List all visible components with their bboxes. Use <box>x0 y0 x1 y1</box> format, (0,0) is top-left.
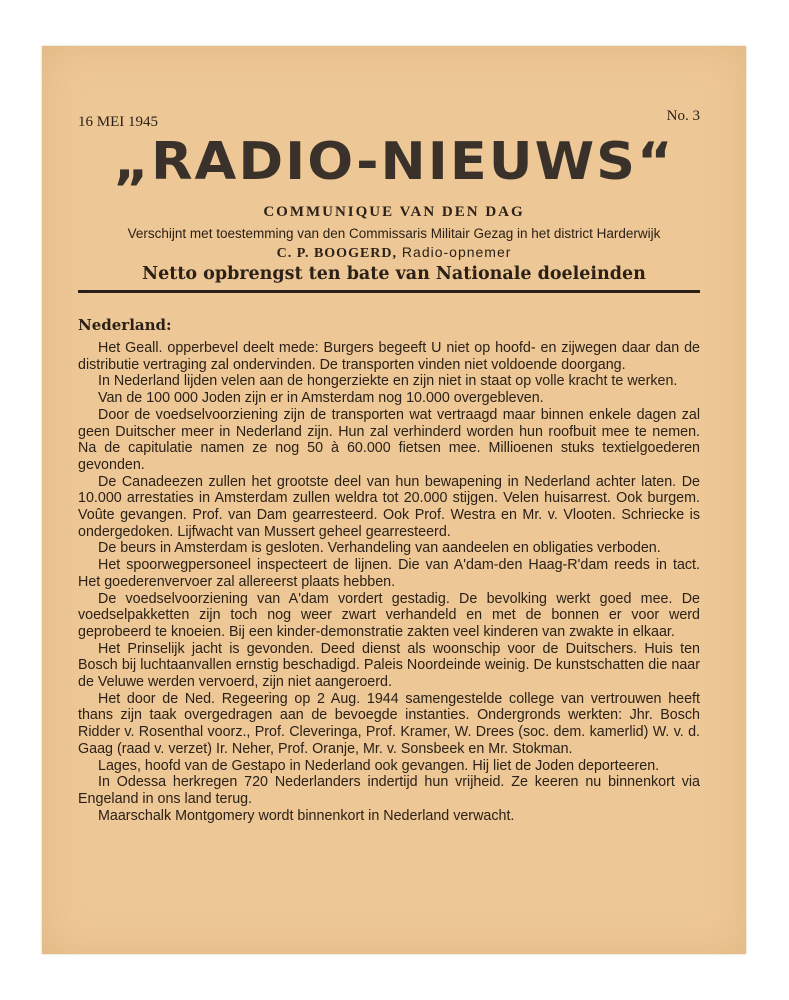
news-paragraph: In Odessa herkregen 720 Nederlanders indertijd hun vrijheid. Ze keeren nu binnenkort via Engeland in ons land terug. <box>78 774 700 807</box>
publisher-name: C. P. BOOGERD, <box>276 246 398 261</box>
news-paragraph: Door de voedselvoorziening zijn de transporten wat vertraagd maar binnen enkele dagen zal geen Duitscher meer in Nederland zijn. Hun zal verhinderd worden hun roofbuit mee te nemen. Na de capitulatie namen ze nog 50 à 60.000 fietsen mee. Millioenen stuks textielgoederen gevonden. <box>78 406 700 473</box>
news-paragraph: Het door de Ned. Regeering op 2 Aug. 1944 samengestelde college van vertrouwen heeft thans zijn taak overgedragen aan de bevoegde instanties. Ondergronds werkten: Jhr. Bosch Ridder v. Rosenthal voorz., Prof. Cleveringa, Prof. Kramer, W. Drees (soc. dem. kamerlid) W. v. d. Gaag (raad v. verzet) Ir. Neher, Prof. Oranje, Mr. v. Sonsbeek en Mr. Stokman. <box>78 690 700 757</box>
news-paragraph: In Nederland lijden velen aan de hongerziekte en zijn niet in staat op volle kracht te werken. <box>98 373 678 390</box>
article-body <box>78 340 700 824</box>
news-paragraph: De beurs in Amsterdam is gesloten. Verhandeling van aandeelen en obligaties verboden. <box>98 540 661 557</box>
permission-line: Verschijnt met toestemming van den Commissaris Militair Gezag in het district Harderwijk <box>127 226 661 241</box>
news-paragraph: Lages, hoofd van de Gestapo in Nederland ook gevangen. Hij liet de Joden deporteeren. <box>98 757 660 774</box>
masthead-subtitle: COMMUNIQUE VAN DEN DAG <box>263 204 525 220</box>
header-divider <box>78 290 700 293</box>
publisher-role: Radio-opnemer <box>401 244 512 260</box>
issue-date: 16 MEI 1945 <box>78 114 158 130</box>
news-paragraph: De Canadeezen zullen het grootste deel van hun bewapening in Nederland achter laten. De 10.000 arrestaties in Amsterdam zullen weldra tot 20.000 stijgen. Velen huisarrest. Ook burgem. Voûte gevangen. Prof. van Dam gearresteerd. Ook Prof. Westra en Mr. v. Vlooten. Schriecke is ondergedoken. Lijfwacht van Mussert geheel gearresteerd. <box>78 473 700 540</box>
masthead-title: „RADIO-NIEUWS“ <box>113 131 675 192</box>
news-paragraph: Maarschalk Montgomery wordt binnenkort in Nederland verwacht. <box>98 807 515 824</box>
news-paragraph: De voedselvoorziening van A'dam vordert gestadig. De bevolking werkt goed mee. De voedselpakketten zijn toch nog weer zwart verhandeld en met de bonnen er voor werd geprobeerd te knoeien. Bij een kinder-demonstratie zakten veel kinderen van zwakte in elkaar. <box>78 590 700 640</box>
newspaper-page <box>42 46 746 954</box>
section-title: Nederland: <box>78 316 172 334</box>
news-paragraph: Het spoorwegpersoneel inspecteert de lijnen. Die van A'dam-den Haag-R'dam reeds in tact. Het goederenvervoer zal allereerst plaats hebben. <box>78 557 700 590</box>
news-paragraph: Het Prinselijk jacht is gevonden. Deed dienst als woonschip voor de Duitschers. Huis ten Bosch bij luchtaanvallen ernstig beschadigd. Paleis Noordeinde weinig. De kunstschatten die naar de Veluwe werden vervoerd, zijn niet aangeroerd. <box>78 640 700 691</box>
news-paragraph: Het Geall. opperbevel deelt mede: Burgers begeeft U niet op hoofd- en zijwegen daar dan de distributie vertraging zal ondervinden. De transporten vinden niet voldoende doorgang. <box>78 340 700 373</box>
news-paragraph: Van de 100 000 Joden zijn er in Amsterdam nog 10.000 overgebleven. <box>98 390 544 407</box>
issue-number: No. 3 <box>666 108 700 124</box>
proceeds-line: Netto opbrengst ten bate van Nationale doeleinden <box>142 264 646 284</box>
publisher-line <box>42 244 746 262</box>
